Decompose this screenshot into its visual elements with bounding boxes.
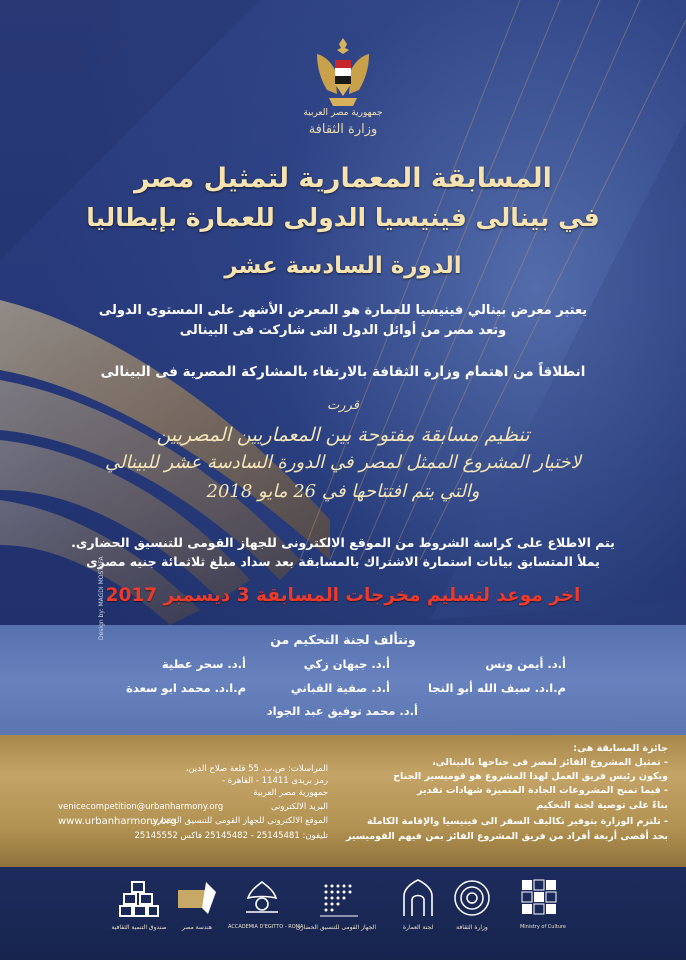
urban-harmony-logo-icon [318,878,362,920]
jury-member: م.ا.د. محمد ابو سعدة [126,681,246,695]
republic-label: جمهورية مصر العربية [303,108,383,118]
prize-line: - تمثيل المشروع الفائز لمصر فى جناحها بالبينالى، [432,757,668,768]
contact-address: المراسلات: ص.ب. 55 قلعة صلاح الدين، [185,764,328,774]
announcement-line-2: لاختيار المشروع الممثل لمصر في الدورة السادسة عشر للبينالي [105,452,581,473]
ministry-label: وزارة الثقافة [308,122,378,137]
intro-line-2: وتعد مصر من أوائل الدول التى شاركت فى البينالى [179,323,507,338]
main-title: المسابقة المعمارية لتمثيل مصر [134,163,552,194]
jury-member: أ.د. محمد توفيق عبد الجواد [266,704,418,718]
architecture-committee-logo-icon [398,878,438,920]
logo-label: لجنة العمارة [402,924,434,931]
prize-heading: جائزة المسابقة هى: [573,743,668,754]
contact-postal: رمز بريدى 11411 - القاهرة - [221,776,328,786]
deadline-text: اخر موعد لتسليم مخرجات المسابقة 3 ديسمبر 2017 [105,585,581,606]
prize-line: ويكون رئيس فريق العمل لهذا المشروع هو قوميسير الجناح [393,771,668,782]
announcement-line-1: تنظيم مسابقة مفتوحة بين المعماريين المصريين [156,424,530,446]
jury-title: وتتألف لجنة التحكيم من [270,632,416,647]
logo-label: Ministry of Culture [519,924,567,930]
intro-line-1: يعتبر معرض بينالي فينيسيا للعمارة هو المعرض الأشهر على المستوى الدولى [98,303,588,318]
jury-member: أ.د. صفية القباني [290,681,390,695]
logo-label: هندسة مصر [181,924,212,931]
condition-line-2: يملأ المتسابق بيانات استمارة الاشتراك بالمسابقة بعد سداد مبلغ ثلاثمائة جنيه مصرى [86,554,600,569]
prize-line: بحد أقصى أربعة أفراد من فريق المشروع الفائز بمن فيهم القوميسير [345,831,668,842]
contact-phone: تليفون: 25145481 - 25145482 فاكس 25145552 [134,831,328,841]
edition-title: الدورة السادسة عشر [224,253,462,279]
jury-member: م.ا.د. سيف الله أبو النجا [427,681,566,695]
contact-country: جمهورية مصر العربية [253,788,328,798]
main-subtitle: في بينالى فينيسيا الدولى للعمارة بإيطاليا [86,203,600,232]
eagle-emblem-icon [313,34,373,116]
jury-member: أ.د. جيهان زكي [303,657,390,671]
cultural-development-fund-logo-icon [118,878,160,920]
ministry-of-culture-arts-logo-icon [520,878,560,920]
condition-line-1: يتم الاطلاع على كراسة الشروط من الموقع الالكترونى للجهاز القومى للتنسيق الحضارى. [71,535,615,550]
prize-line: - فيما تمنح المشروعات الجادة المتميزة شهادات تقدير [417,785,668,796]
academy-of-egypt-rome-logo-icon [240,878,284,920]
intro-line-3: انطلاقاً من اهتمام وزارة الثقافة بالارتقاء بالمشاركة المصرية فى البينالى [100,364,586,380]
contact-web-label: الموقع الالكترونى للجهاز القومى للتنسيق الحضارى [150,816,328,826]
contact-website[interactable]: www.urbanharmony.org [58,816,177,827]
logo-label: صندوق التنمية الثقافية [111,924,167,931]
contact-email[interactable]: venicecompetition@urbanharmony.org [58,802,224,812]
logo-label: ACCADEMIA D'EGITTO - ROMA [228,924,304,930]
designer-credit: Design by: MAGDI MOSTAFA [98,556,105,640]
jury-member: أ.د. أيمن ونس [485,657,566,671]
jury-member: أ.د. سحر عطية [161,657,246,671]
logo-label: الجهاز القومى للتنسيق الحضارى [295,924,376,931]
decided-label: قررت [327,398,359,413]
foreign-cultural-relations-logo-icon [452,878,492,920]
prize-line: بناءً على توصية لجنة التحكيم [536,800,668,811]
announcement-line-3: والتي يتم افتتاحها في 26 مايو 2018 [206,481,480,502]
syndicate-logo-icon [176,878,218,920]
logo-label: وزارة الثقافة [456,924,488,931]
prize-line: - تلتزم الوزارة بتوفير تكاليف السفر الى فينيسيا والإقامة الكاملة [366,816,668,827]
contact-email-label: البريد الالكترونى [270,802,328,812]
